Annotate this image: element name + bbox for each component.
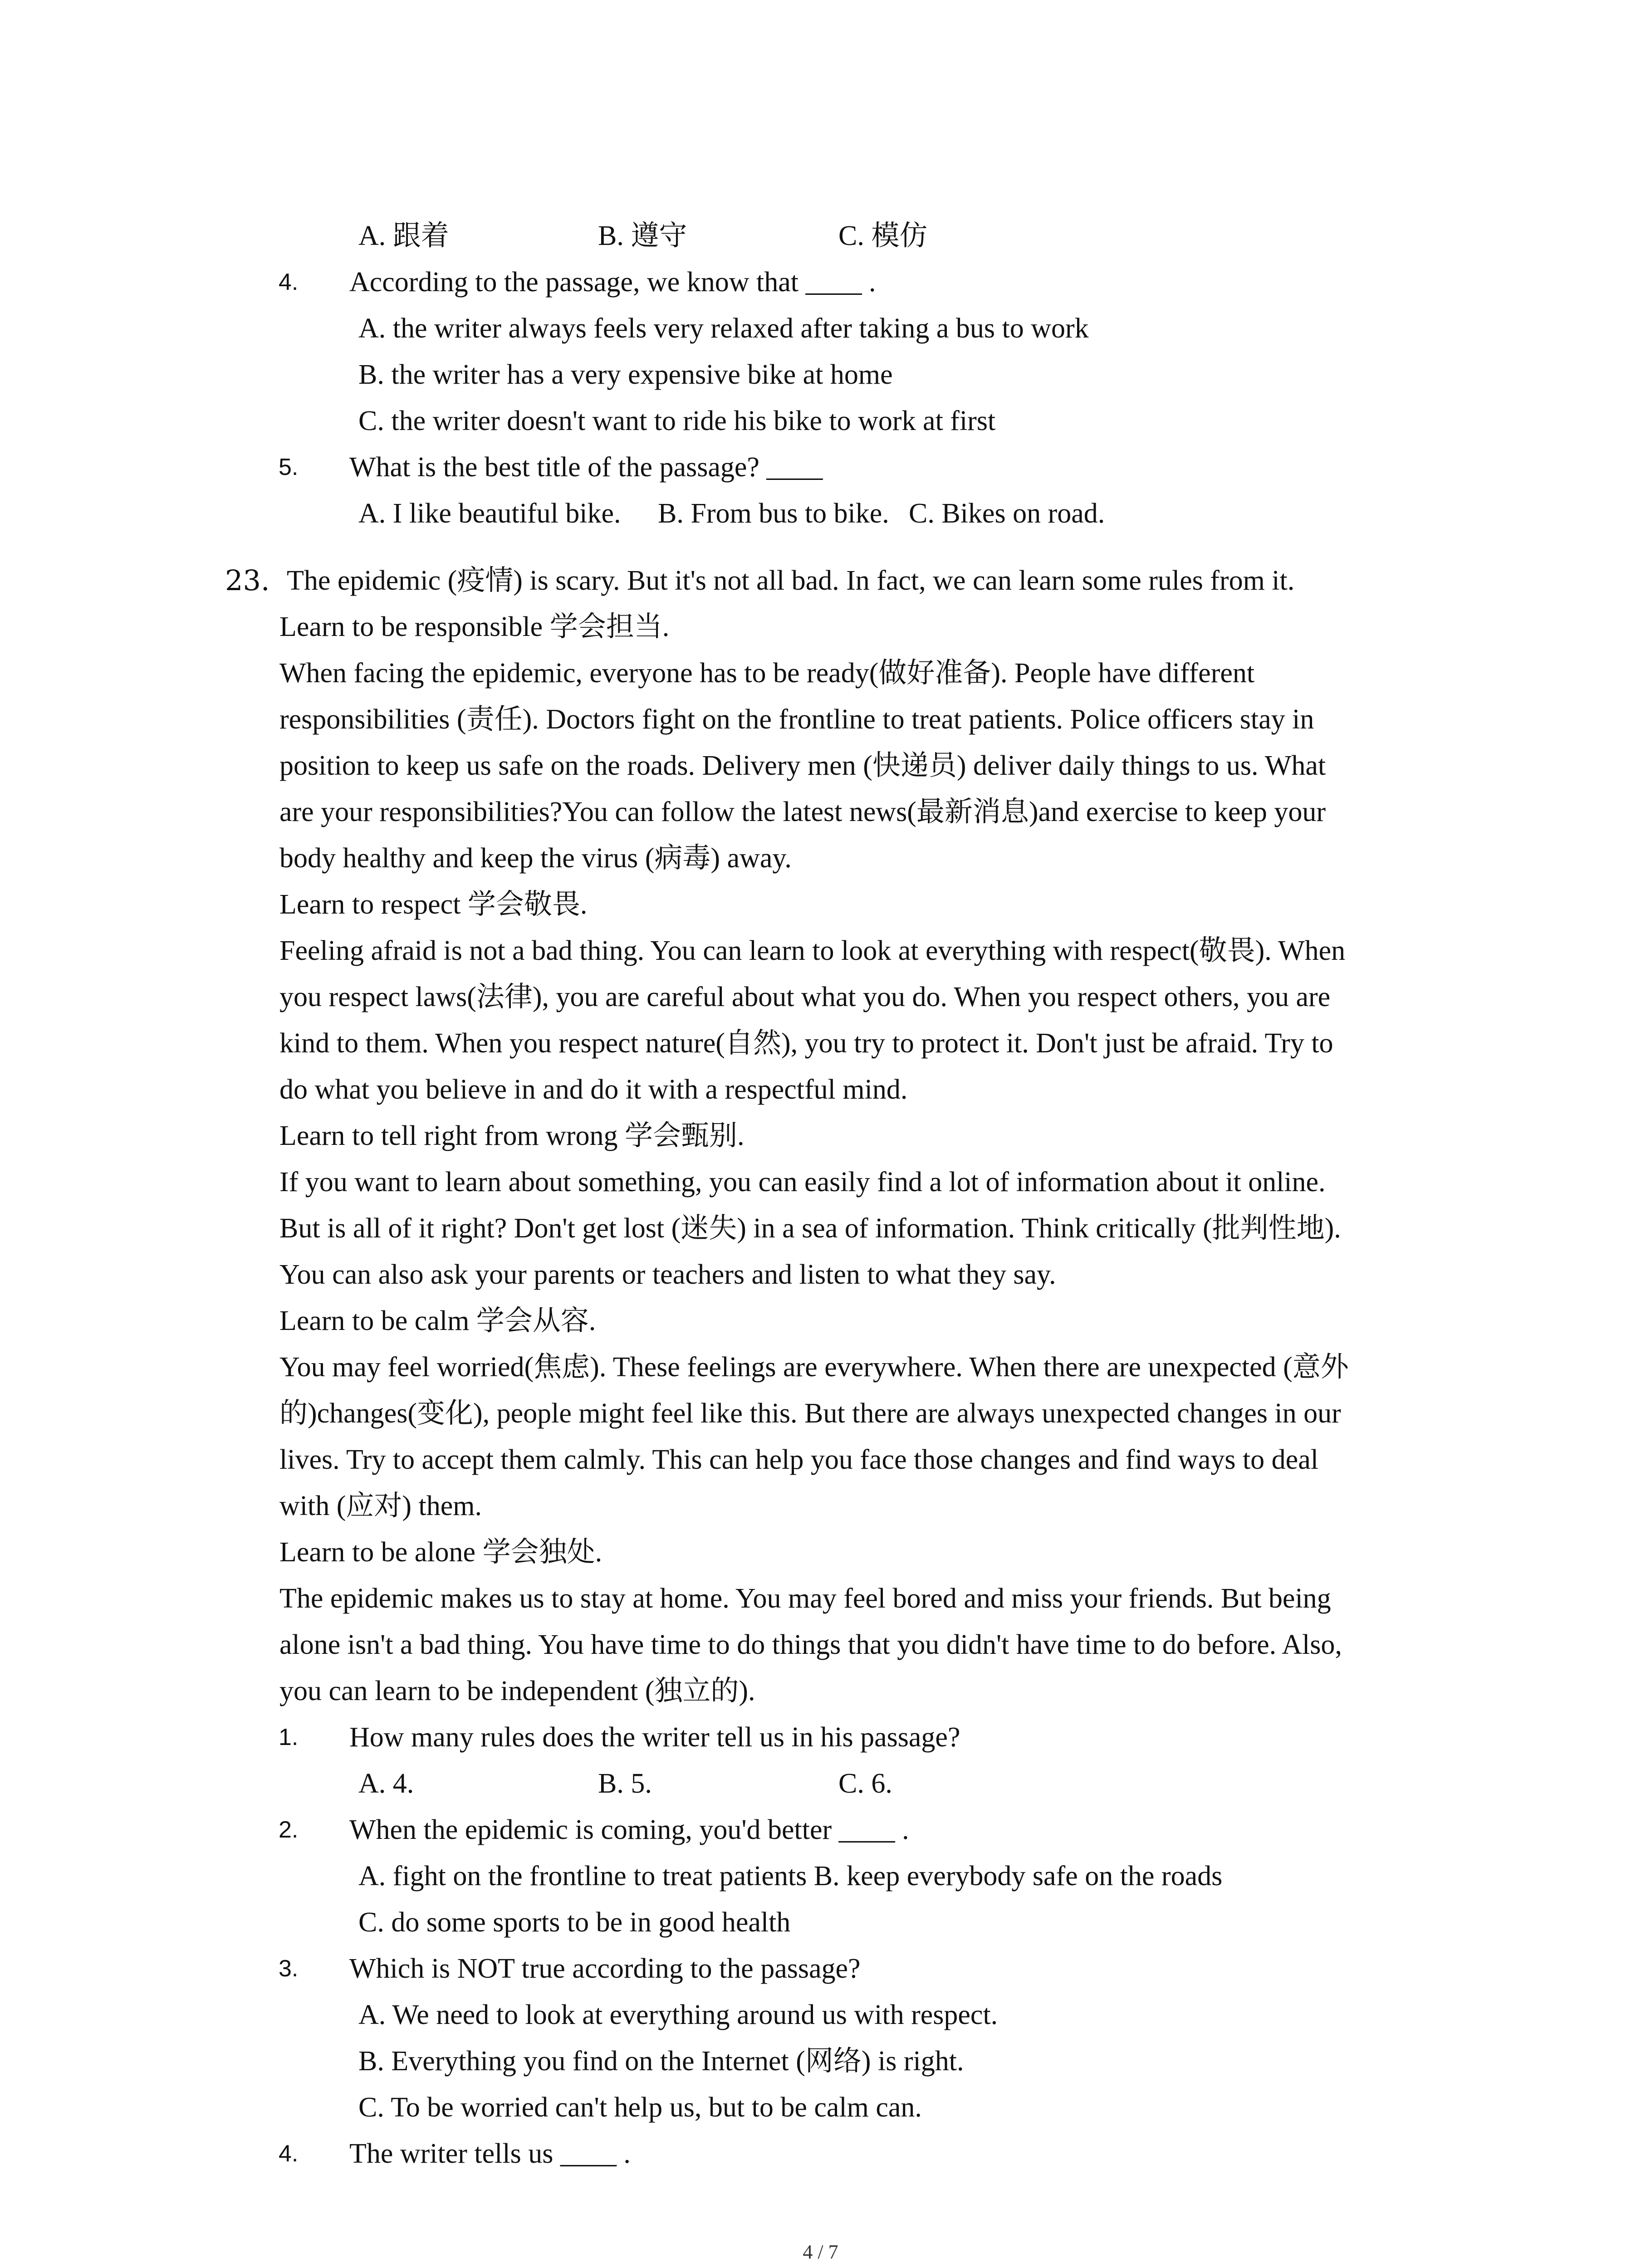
question-stem: What is the best title of the passage? ____ <box>349 452 823 483</box>
section-heading: Learn to be calm 学会从容. <box>279 1305 596 1336</box>
option-b: B. 5. <box>598 1768 652 1799</box>
question-stem: According to the passage, we know that ____ . <box>349 267 876 298</box>
question-stem: The writer tells us ____ . <box>349 2138 631 2169</box>
passage-line: with (应对) them. <box>279 1491 482 1521</box>
option-c: C. do some sports to be in good health <box>358 1907 791 1938</box>
passage-line: do what you believe in and do it with a respectful mind. <box>279 1074 908 1105</box>
passage-line: you respect laws(法律), you are careful about what you do. When you respect others, you are <box>279 982 1331 1012</box>
q3-option-c: C. 模仿 <box>838 220 928 251</box>
passage-line: position to keep us safe on the roads. Delivery men (快递员) deliver daily things to us. What <box>279 750 1326 781</box>
option-c: C. 6. <box>838 1768 892 1799</box>
passage-line: Feeling afraid is not a bad thing. You can learn to look at everything with respect(敬畏). When <box>279 935 1346 966</box>
option-c: C. To be worried can't help us, but to be calm can. <box>358 2092 922 2123</box>
passage-line: The epidemic (疫情) is scary. But it's not all bad. In fact, we can learn some rules from it. <box>287 565 1295 596</box>
section-heading: Learn to be responsible 学会担当. <box>279 611 670 642</box>
question-stem: Which is NOT true according to the passage? <box>349 1953 861 1984</box>
passage-line: You may feel worried(焦虑). These feelings are everywhere. When there are unexpected (意外 <box>279 1352 1349 1383</box>
passage-line: If you want to learn about something, you can easily find a lot of information about it online. <box>279 1167 1326 1198</box>
passage-line: responsibilities (责任). Doctors fight on the frontline to treat patients. Police officers stay in <box>279 704 1314 735</box>
option-b: B. Everything you find on the Internet (网络) is right. <box>358 2046 964 2077</box>
passage-line: kind to them. When you respect nature(自然), you try to protect it. Don't just be afraid. Try to <box>279 1028 1333 1059</box>
question-number: 1. <box>279 1724 299 1750</box>
page-number: 4 / 7 <box>803 2241 838 2263</box>
q3-option-a: A. 跟着 <box>358 220 449 251</box>
option-a: A. the writer always feels very relaxed after taking a bus to work <box>358 313 1089 344</box>
question-stem: How many rules does the writer tell us in his passage? <box>349 1722 960 1753</box>
option-c: C. the writer doesn't want to ride his bike to work at first <box>358 406 996 436</box>
passage-line: 的)changes(变化), people might feel like this. But there are always unexpected changes in our <box>279 1398 1341 1429</box>
passage-line: You can also ask your parents or teachers and listen to what they say. <box>279 1259 1056 1290</box>
option-b: B. From bus to bike. <box>658 498 889 529</box>
question-number: 5. <box>279 454 299 480</box>
passage-line: lives. Try to accept them calmly. This can help you face those changes and find ways to deal <box>279 1444 1318 1475</box>
question-number: 4. <box>279 2141 299 2167</box>
q3-option-b: B. 遵守 <box>598 220 687 251</box>
passage-line: alone isn't a bad thing. You have time to do things that you didn't have time to do before. Also, <box>279 1629 1342 1660</box>
question-number: 4. <box>279 269 299 295</box>
passage-line: When facing the epidemic, everyone has to be ready(做好准备). People have different <box>279 658 1255 689</box>
section-heading: Learn to tell right from wrong 学会甄别. <box>279 1120 745 1151</box>
passage-line: body healthy and keep the virus (病毒) away. <box>279 843 792 874</box>
question-stem: When the epidemic is coming, you'd better ____ . <box>349 1814 909 1845</box>
question-number: 3. <box>279 1955 299 1982</box>
section-heading: Learn to be alone 学会独处. <box>279 1537 603 1568</box>
option-c: C. Bikes on road. <box>909 498 1105 529</box>
option-b: B. the writer has a very expensive bike at home <box>358 359 893 390</box>
section-heading: Learn to respect 学会敬畏. <box>279 889 588 920</box>
option-a: A. 4. <box>358 1768 414 1799</box>
passage-line: The epidemic makes us to stay at home. You may feel bored and miss your friends. But being <box>279 1583 1331 1614</box>
option-a: A. I like beautiful bike. <box>358 498 621 529</box>
passage-number: 23. <box>225 564 270 597</box>
question-number: 2. <box>279 1817 299 1843</box>
option-a-b: A. fight on the frontline to treat patients B. keep everybody safe on the roads <box>358 1861 1223 1892</box>
passage-line: are your responsibilities?You can follow the latest news(最新消息)and exercise to keep your <box>279 797 1326 827</box>
passage-line: you can learn to be independent (独立的). <box>279 1676 755 1706</box>
passage-line: But is all of it right? Don't get lost (迷失) in a sea of information. Think critically (批判性地). <box>279 1213 1341 1244</box>
option-a: A. We need to look at everything around us with respect. <box>358 1999 998 2030</box>
